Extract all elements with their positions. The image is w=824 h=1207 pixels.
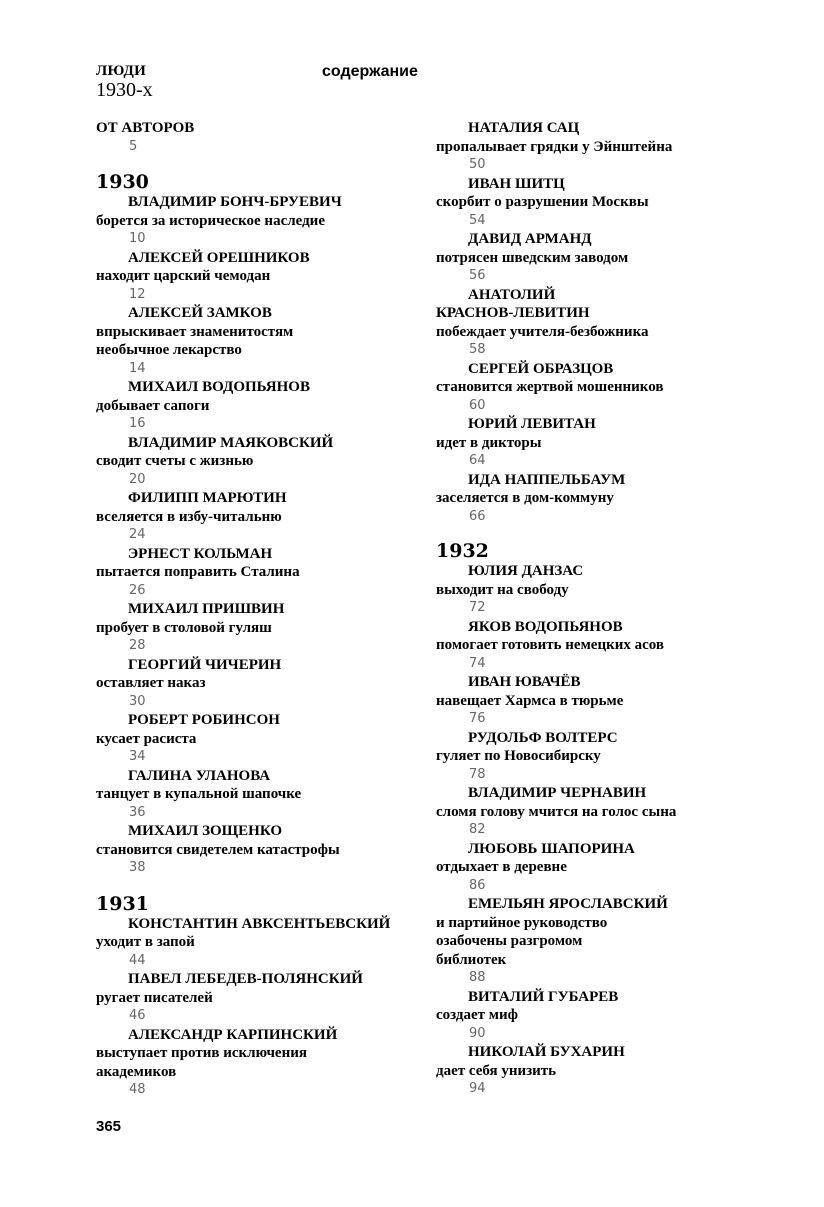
toc-entry[interactable] <box>96 249 466 305</box>
running-header-section: ЛЮДИ <box>96 63 147 79</box>
entry-description: кусает расиста <box>96 730 197 747</box>
entry-description: библиотек <box>436 951 507 968</box>
toc-entry[interactable] <box>436 840 806 896</box>
toc-entry[interactable] <box>436 673 806 729</box>
entry-name: ЮЛИЯ ДАНЗАС <box>468 563 584 579</box>
entry-page-number: 86 <box>469 877 486 893</box>
entry-description: помогает готовить немецких асов <box>436 637 665 653</box>
entry-page-number: 88 <box>469 970 486 985</box>
entry-page-number: 46 <box>129 1008 146 1023</box>
entry-page-number: 34 <box>129 749 146 764</box>
entry-description: заселяется в дом-коммуну <box>436 490 614 506</box>
entry-page-number: 44 <box>129 952 146 968</box>
entry-name: МИХАИЛ ЗОЩЕНКО <box>128 823 282 839</box>
entry-page-number: 50 <box>469 157 486 172</box>
entry-page-number: 16 <box>129 416 146 431</box>
entry-page-number: 74 <box>469 655 486 671</box>
entry-page-number: 28 <box>129 638 146 653</box>
toc-entry[interactable] <box>96 304 466 378</box>
entry-name: ГЕОРГИЙ ЧИЧЕРИН <box>128 656 282 673</box>
entry-name: ИДА НАППЕЛЬБАУМ <box>468 471 626 488</box>
entry-page-number: 90 <box>469 1025 486 1041</box>
entry-description: навещает Хармса в тюрьме <box>436 692 624 709</box>
entry-description: ругает писателей <box>96 989 213 1006</box>
toc-entry[interactable] <box>96 1026 466 1100</box>
toc-entry[interactable] <box>96 767 466 823</box>
toc-right-column <box>436 119 806 1099</box>
toc-entry[interactable] <box>96 489 466 545</box>
toc-entry[interactable] <box>436 471 806 527</box>
entry-description: и партийное руководство <box>436 914 608 931</box>
entry-page-number: 78 <box>469 766 486 782</box>
entry-name: ЯКОВ ВОДОПЬЯНОВ <box>468 618 623 635</box>
entry-description: потрясен шведским заводом <box>436 249 629 266</box>
entry-description: побеждает учителя-безбожника <box>436 323 649 340</box>
toc-entry[interactable] <box>436 1043 806 1099</box>
entry-name: ВИТАЛИЙ ГУБАРЕВ <box>468 988 619 1005</box>
entry-name: ГАЛИНА УЛАНОВА <box>128 767 271 784</box>
entry-name: ДАВИД АРМАНД <box>468 231 592 247</box>
entry-name: ЮРИЙ ЛЕВИТАН <box>468 416 596 432</box>
toc-entry[interactable] <box>436 729 806 785</box>
entry-name: ОТ АВТОРОВ <box>96 120 195 136</box>
page-number: 365 <box>96 1118 122 1135</box>
entry-page-number: 26 <box>129 582 146 598</box>
entry-name: ЛЮБОВЬ ШАПОРИНА <box>468 840 635 857</box>
entry-description: становится свидетелем катастрофы <box>96 841 340 858</box>
entry-description: сводит счеты с жизнью <box>96 453 254 469</box>
entry-description: сломя голову мчится на голос сына <box>436 803 677 820</box>
toc-entry[interactable] <box>96 656 466 712</box>
entry-description: находит царский чемодан <box>96 268 271 284</box>
toc-entry[interactable] <box>436 286 806 360</box>
entry-page-number: 30 <box>129 693 146 709</box>
entry-page-number: 38 <box>129 860 146 875</box>
entry-name: ВЛАДИМИР МАЯКОВСКИЙ <box>128 434 334 451</box>
entry-name: РОБЕРТ РОБИНСОН <box>128 712 280 728</box>
entry-page-number: 72 <box>469 600 486 615</box>
entry-page-number: 20 <box>129 471 146 487</box>
entry-name: СЕРГЕЙ ОБРАЗЦОВ <box>468 360 614 377</box>
entry-name: АЛЕКСЕЙ ОРЕШНИКОВ <box>128 249 310 266</box>
toc-entry[interactable] <box>96 711 466 767</box>
toc-entry[interactable] <box>96 915 466 971</box>
entry-page-number: 14 <box>129 360 146 376</box>
year-heading: 1930 <box>96 171 149 193</box>
entry-description: академиков <box>96 1063 177 1080</box>
toc-entry[interactable] <box>96 434 466 490</box>
entry-description: пробует в столовой гуляш <box>96 619 272 636</box>
entry-page-number: 5 <box>129 138 138 154</box>
entry-name: МИХАИЛ ПРИШВИН <box>128 601 285 617</box>
toc-entry[interactable] <box>96 970 466 1026</box>
entry-page-number: 64 <box>469 453 486 468</box>
entry-description: озабочены разгромом <box>436 933 583 949</box>
entry-name: АНАТОЛИЙ <box>468 286 556 303</box>
entry-page-number: 82 <box>469 822 486 837</box>
entry-name: КОНСТАНТИН АВКСЕНТЬЕВСКИЙ <box>128 915 391 932</box>
entry-name: АЛЕКСЕЙ ЗАМКОВ <box>128 305 272 321</box>
year-heading: 1931 <box>96 892 149 915</box>
toc-entry[interactable] <box>436 230 806 286</box>
entry-description: вселяется в избу-читальню <box>96 508 282 525</box>
entry-description: дает себя унизить <box>436 1062 557 1079</box>
entry-description: танцует в купальной шапочке <box>96 786 302 802</box>
toc-entry[interactable] <box>436 119 806 175</box>
entry-name: ЕМЕЛЬЯН ЯРОСЛАВСКИЙ <box>468 896 668 912</box>
entry-description: выступает против исключения <box>96 1045 307 1061</box>
toc-entry[interactable] <box>96 193 466 249</box>
entry-description: становится жертвой мошенников <box>436 379 664 395</box>
entry-name: РУДОЛЬФ ВОЛТЕРС <box>468 729 618 746</box>
entry-page-number: 36 <box>129 804 146 820</box>
year-heading: 1932 <box>436 540 489 562</box>
entry-description: пытается поправить Сталина <box>96 564 300 580</box>
entry-description: создает миф <box>436 1007 519 1023</box>
toc-entry[interactable] <box>436 562 806 618</box>
toc-entry[interactable] <box>436 895 806 988</box>
entry-description: гуляет по Новосибирску <box>436 748 601 764</box>
entry-description: впрыскивает знаменитостям <box>96 323 294 340</box>
toc-entry[interactable] <box>436 784 806 840</box>
entry-description: необычное лекарство <box>96 342 242 358</box>
entry-description: оставляет наказ <box>96 675 206 691</box>
entry-name: ИВАН ШИТЦ <box>468 175 565 192</box>
toc-entry[interactable] <box>436 415 806 471</box>
toc-left-column <box>96 119 466 1100</box>
entry-description: борется за историческое наследие <box>96 212 325 229</box>
entry-name: ФИЛИПП МАРЮТИН <box>128 490 287 506</box>
toc-entry[interactable] <box>96 378 466 434</box>
toc-entry[interactable] <box>96 119 466 156</box>
toc-entry[interactable] <box>96 545 466 601</box>
page-title: содержание <box>322 63 418 80</box>
entry-description: уходит в запой <box>96 934 195 950</box>
entry-page-number: 24 <box>129 527 146 542</box>
entry-description: добывает сапоги <box>96 397 210 414</box>
entry-name: ВЛАДИМИР БОНЧ-БРУЕВИЧ <box>128 194 342 210</box>
entry-name: МИХАИЛ ВОДОПЬЯНОВ <box>128 379 310 395</box>
entry-page-number: 12 <box>129 286 146 302</box>
entry-page-number: 56 <box>469 268 486 283</box>
entry-page-number: 66 <box>469 508 486 524</box>
entry-description: идет в дикторы <box>436 434 542 451</box>
toc-entry[interactable] <box>436 360 806 416</box>
entry-page-number: 58 <box>469 342 486 357</box>
running-header-decade: 1930-х <box>96 79 153 101</box>
toc-entry[interactable] <box>96 822 466 878</box>
entry-description: отдыхает в деревне <box>436 859 567 875</box>
entry-page-number: 48 <box>129 1082 146 1097</box>
toc-entry[interactable] <box>436 988 806 1044</box>
entry-description: КРАСНОВ-ЛЕВИТИН <box>436 305 590 321</box>
entry-name: ИВАН ЮВАЧЁВ <box>468 674 581 690</box>
toc-entry[interactable] <box>436 618 806 674</box>
entry-name: ВЛАДИМИР ЧЕРНАВИН <box>468 785 647 801</box>
entry-name: НАТАЛИЯ САЦ <box>468 120 580 136</box>
entry-page-number: 10 <box>129 231 146 246</box>
toc-entry[interactable] <box>96 600 466 656</box>
entry-description: выходит на свободу <box>436 581 569 598</box>
entry-name: АЛЕКСАНДР КАРПИНСКИЙ <box>128 1026 338 1043</box>
entry-name: НИКОЛАЙ БУХАРИН <box>468 1044 625 1060</box>
entry-description: скорбит о разрушении Москвы <box>436 194 649 210</box>
entry-page-number: 60 <box>469 397 486 413</box>
entry-page-number: 94 <box>469 1081 486 1096</box>
entry-page-number: 76 <box>469 711 486 726</box>
entry-name: ЭРНЕСТ КОЛЬМАН <box>128 545 273 562</box>
entry-name: ПАВЕЛ ЛЕБЕДЕВ-ПОЛЯНСКИЙ <box>128 971 363 987</box>
toc-entry[interactable] <box>436 175 806 231</box>
entry-description: пропалывает грядки у Эйнштейна <box>436 138 673 155</box>
entry-page-number: 54 <box>469 212 486 228</box>
